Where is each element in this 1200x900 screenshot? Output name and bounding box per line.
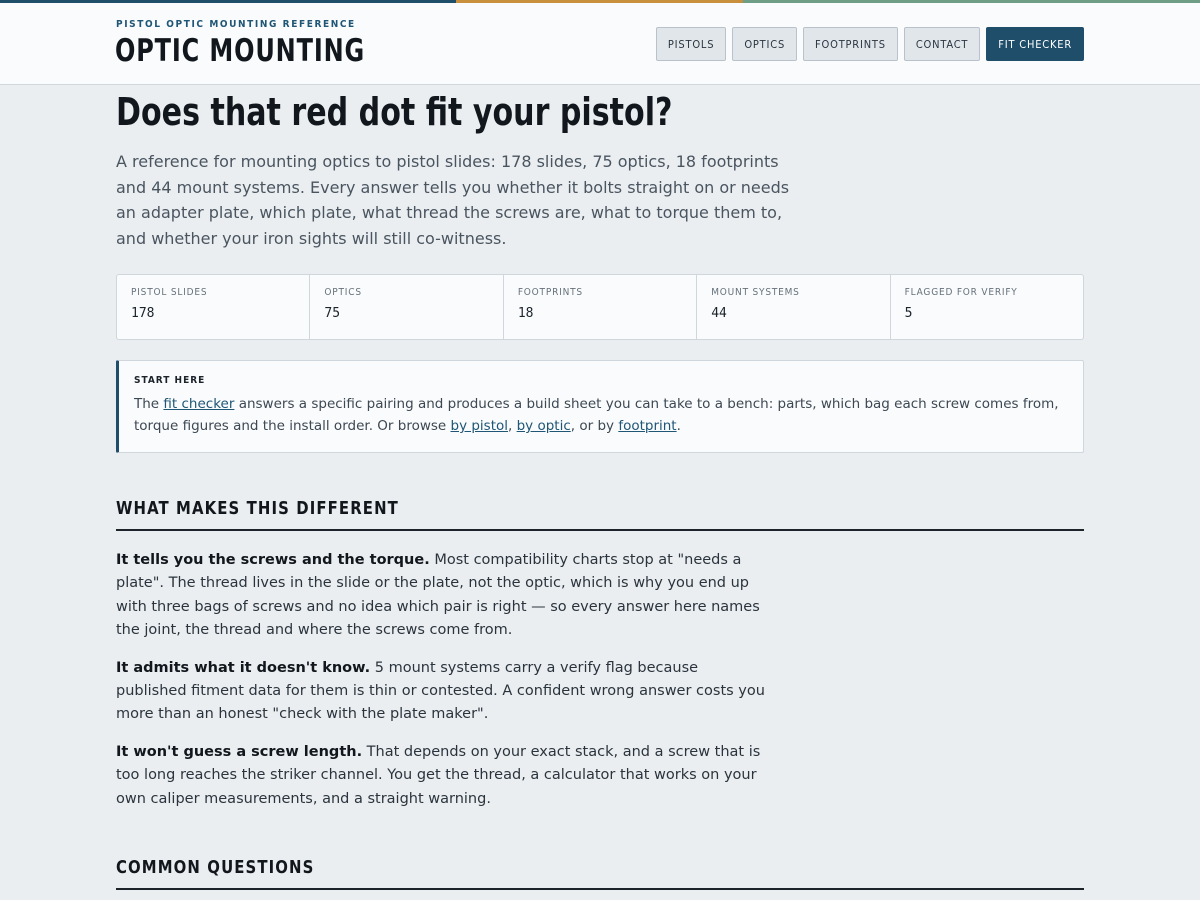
- intro-paragraph: A reference for mounting optics to pistol slides: 178 slides, 75 optics, 18 footprints and 44 mount systems. Every answer tells you whether it bolts straight on or needs an adapter plate, which plate, what thread the screws are, what to torque them to, and whether your iron sights will still co-witness.: [116, 152, 790, 248]
- brand-title[interactable]: OPTIC MOUNTING: [115, 33, 366, 69]
- stat-label: OPTICS: [324, 287, 362, 298]
- callout-text-segment: , or by: [570, 418, 619, 434]
- stat-footprints: [504, 275, 697, 339]
- stat-flagged-for-verify: [891, 275, 1083, 339]
- stat-value: 18: [517, 306, 534, 321]
- section-heading-different: [116, 498, 1084, 531]
- fit-checker-link[interactable]: fit checker: [163, 396, 235, 412]
- stat-mount-systems: [697, 275, 890, 339]
- section-heading-questions: [116, 857, 1084, 890]
- section-title: WHAT MAKES THIS DIFFERENT: [116, 498, 399, 519]
- nav-contact-button[interactable]: CONTACT: [904, 27, 980, 61]
- footprint-link[interactable]: footprint: [618, 418, 677, 434]
- callout-text-segment: answers a specific pairing and produces a build sheet you can take to a bench: parts, which bag each screw comes from, torque figures and the install order. Or browse: [134, 396, 1059, 434]
- by-pistol-link[interactable]: by pistol: [450, 418, 509, 434]
- feature-lead: It tells you the screws and the torque.: [116, 552, 430, 568]
- start-here-callout: [116, 360, 1084, 453]
- stat-value: 5: [904, 306, 913, 321]
- stat-optics: [310, 275, 503, 339]
- stat-label: FLAGGED FOR VERIFY: [904, 287, 1018, 298]
- nav-pistols-button[interactable]: PISTOLS: [656, 27, 726, 61]
- nav-footprints-button[interactable]: FOOTPRINTS: [803, 27, 898, 61]
- stat-label: MOUNT SYSTEMS: [711, 287, 800, 298]
- callout-text-segment: .: [676, 418, 681, 434]
- feature-paragraph: [116, 549, 766, 643]
- callout-text-segment: The: [134, 396, 164, 412]
- main-nav: [656, 27, 1084, 61]
- stat-value: 75: [324, 306, 341, 321]
- by-optic-link[interactable]: by optic: [516, 418, 571, 434]
- feature-lead: It won't guess a screw length.: [116, 743, 363, 760]
- stat-label: FOOTPRINTS: [517, 287, 583, 298]
- stat-value: 178: [131, 306, 155, 321]
- feature-lead: It admits what it doesn't know.: [116, 659, 371, 676]
- brand-kicker: PISTOL OPTIC MOUNTING REFERENCE: [116, 19, 356, 30]
- feature-body: That depends on your exact stack, and a screw that is too long reaches the striker channel. You get the thread, a calculator that works on your own caliper measurements, and a straight warning.: [116, 743, 761, 807]
- callout-label: START HERE: [134, 375, 206, 386]
- stat-value: 44: [711, 306, 727, 321]
- nav-fit-checker-button[interactable]: FIT CHECKER: [986, 27, 1084, 61]
- site-header: [0, 3, 1200, 85]
- feature-body: Most compatibility charts stop at "needs a plate". The thread lives in the slide or the plate, not the optic, which is why you end up with three bags of screws and no idea which pair is right — so every answer here names the joint, the thread and where the screws come from.: [116, 552, 760, 639]
- feature-paragraph: [116, 657, 766, 727]
- nav-optics-button[interactable]: OPTICS: [732, 27, 797, 61]
- different-list: [116, 549, 766, 825]
- stat-pistol-slides: [117, 275, 310, 339]
- callout-text-segment: ,: [508, 418, 517, 434]
- callout-text: [134, 393, 1068, 437]
- section-title: COMMON QUESTIONS: [116, 857, 315, 878]
- feature-body: 5 mount systems carry a verify flag because published fitment data for them is thin or contested. A confident wrong answer costs you more than an honest "check with the plate maker".: [116, 659, 765, 723]
- page-title: Does that red dot fit your pistol?: [116, 90, 673, 134]
- stats-bar: [116, 274, 1084, 340]
- feature-paragraph: [116, 741, 766, 811]
- stat-label: PISTOL SLIDES: [131, 287, 208, 298]
